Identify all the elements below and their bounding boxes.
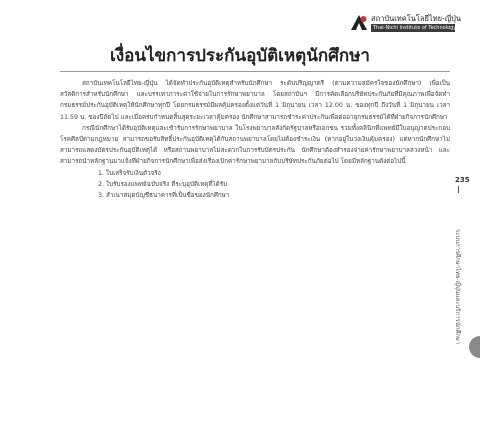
document-body [60, 78, 450, 201]
institute-logo-icon [350, 13, 368, 31]
paragraph-1: สถาบันเทคโนโลยีไทย-ญี่ปุ่น ได้จัดทำประกันอุบัติเหตุสำหรับนักศึกษา ระดับปริญญาตรี (ตามความสมัครใจของนักศึกษา) เพื่อเป็นสวัสดิการสำหรับนักศึกษา และบรรเทาภาระค่าใช้จ่ายในการรักษาพยาบาล โดยสถาบันฯ มีการคัดเลือกบริษัทประกันภัยที่มีคุณภาพเพื่อจัดทำกรมธรรม์ประกันอุบัติเหตุให้นักศึกษาทุกปี โดยกรมธรรม์มีผลคุ้มครองตั้งแต่วันที่ 1 มิถุนายน เวลา 12.00 น. ของทุกปี ถึงวันที่ 1 มิถุนายน เวลา 11.59 น. ของปีถัดไป และเมื่อครบกำหนดสิ้นสุดระยะเวลาคุ้มครอง นักศึกษาสามารถชำระค่าประกันเพื่อต่ออายุกรมธรรม์ได้ที่ฝ่ายกิจการนักศึกษา [60, 80, 450, 121]
list-item: 1. ใบเสร็จรับเงินตัวจริง [106, 168, 450, 179]
page-nav-tab[interactable] [469, 336, 480, 358]
evidence-list [60, 168, 450, 202]
institute-name-en: Thai-Nichi Institute of Technology [373, 25, 457, 31]
title-divider [60, 71, 450, 72]
page-title: เงื่อนไขการประกันอุบัติเหตุนักศึกษา [110, 46, 370, 66]
section-label: ระบบการศึกษาไทย-ญี่ปุ่นและบริการนักศึกษา [454, 229, 461, 345]
page-number-marker [458, 186, 459, 193]
institute-name: สถาบันเทคโนโลยีไทย-ญี่ปุ่น [371, 14, 462, 23]
list-item: 3. สำเนาสมุดบัญชีธนาคารที่เป็นชื่อของนักศึกษา [106, 190, 450, 201]
institute-logo [350, 12, 460, 36]
paragraph-2: กรณีนักศึกษาได้รับอุบัติเหตุและเข้ารับการรักษาพยาบาล ในโรงพยาบาลสังกัดรัฐบาลหรือเอกชน รวมทั้งคลินิกที่แพทย์มีใบอนุญาตประกอบโรคศิลป์ตามกฎหมาย สามารถขอรับสิทธิ์ประกันอุบัติเหตุได้กับสถานพยาบาลโดยไม่ต้องชำระเงิน (หากอยู่ในวงเงินคุ้มครอง) แต่หากนักศึกษาไม่สามารถแสดงบัตรประกันอุบัติเหตุได้ หรือสถานพยาบาลไม่สะดวกในการรับบัตรประกัน นักศึกษาต้องสำรองจ่ายค่ารักษาพยาบาลล่วงหน้า และสามารถนำหลักฐานมาแจ้งที่ฝ่ายกิจการนักศึกษาเพื่อส่งเรื่องเบิกค่ารักษาพยาบาลกับบริษัทประกันภัยต่อไป โดยมีหลักฐานดังต่อไปนี้ [60, 124, 450, 166]
page-number: 235 [455, 176, 470, 184]
list-item: 2. ใบรับรองแพทย์ฉบับจริง ที่ระบุอุบัติเหตุที่ได้รับ [106, 179, 450, 190]
